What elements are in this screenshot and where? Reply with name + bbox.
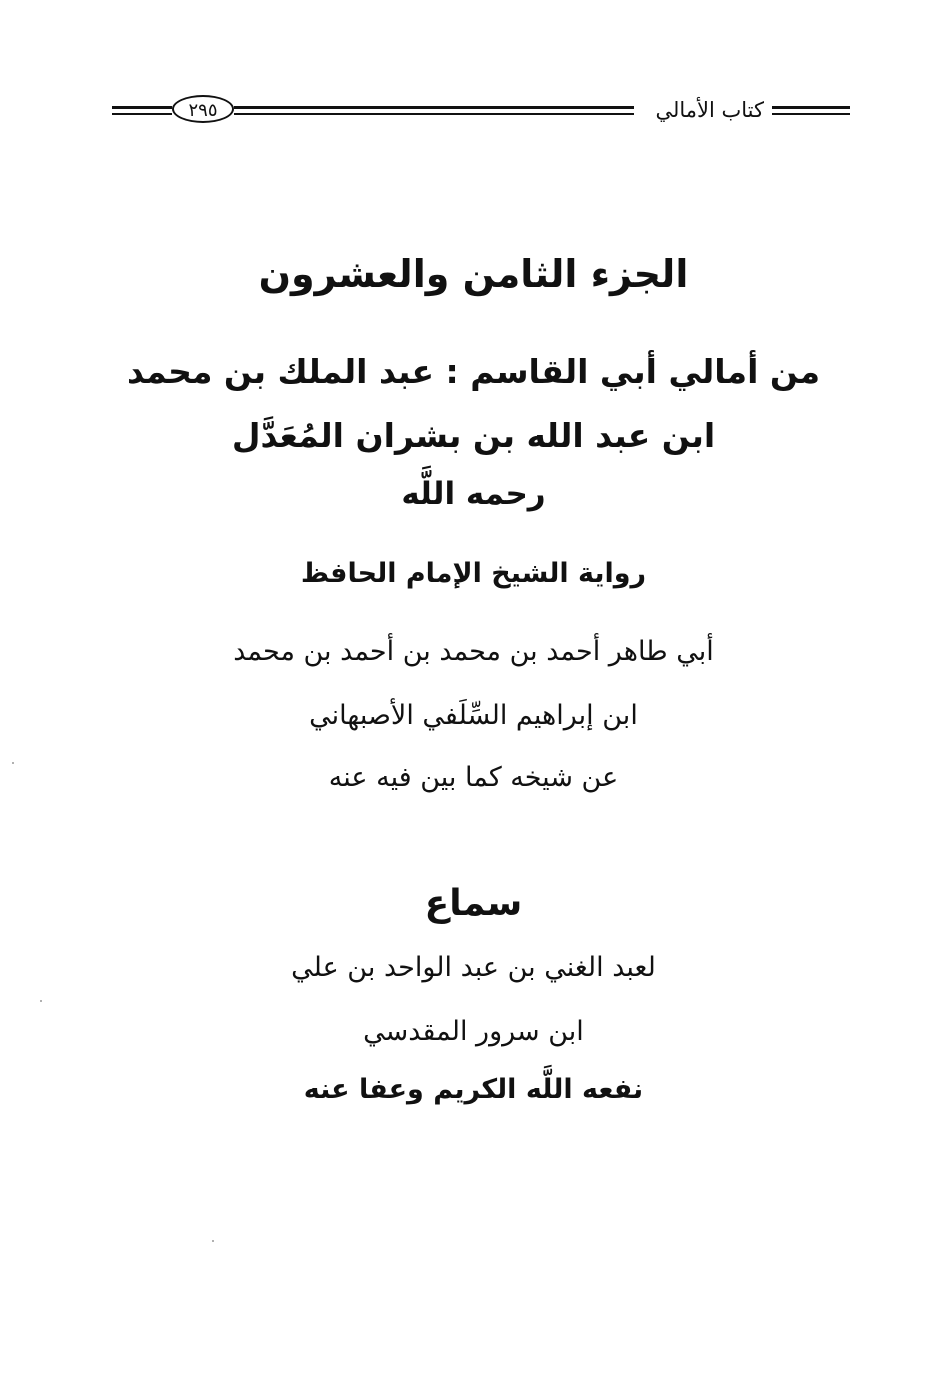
page-number: ٢٩٥: [172, 95, 234, 123]
header-rule-middle-bottom: [234, 113, 634, 115]
author-line-2: ابن عبد الله بن بشران المُعَدَّل: [231, 416, 716, 455]
book-title: كتاب الأمالي: [655, 98, 764, 122]
narrator-line-3: عن شيخه كما بين فيه عنه: [328, 762, 619, 793]
header-rule-left-top: [112, 106, 172, 109]
samaa-heading: سماع: [424, 883, 523, 924]
header-rule-left-bottom: [112, 113, 172, 115]
part-heading: الجزء الثامن والعشرون: [258, 252, 689, 296]
author-line-1: من أمالي أبي القاسم : عبد الملك بن محمد: [127, 352, 820, 391]
listener-line-2: ابن سرور المقدسي: [363, 1016, 584, 1047]
riwaya-heading: رواية الشيخ الإمام الحافظ: [300, 558, 647, 589]
author-line-3: رحمه اللَّه: [401, 476, 546, 512]
narrator-line-1: أبي طاهر أحمد بن محمد بن أحمد بن محمد: [233, 636, 714, 667]
page-header: [112, 92, 850, 136]
header-rule-right-top: [772, 106, 850, 109]
narrator-line-2: ابن إبراهيم السِّلَفي الأصبهاني: [309, 700, 638, 731]
header-rule-right-bottom: [772, 113, 850, 115]
header-rule-middle-top: [234, 106, 634, 109]
listener-line-1: لعبد الغني بن عبد الواحد بن علي: [291, 952, 656, 983]
listener-line-3: نفعه اللَّه الكريم وعفا عنه: [303, 1074, 644, 1105]
